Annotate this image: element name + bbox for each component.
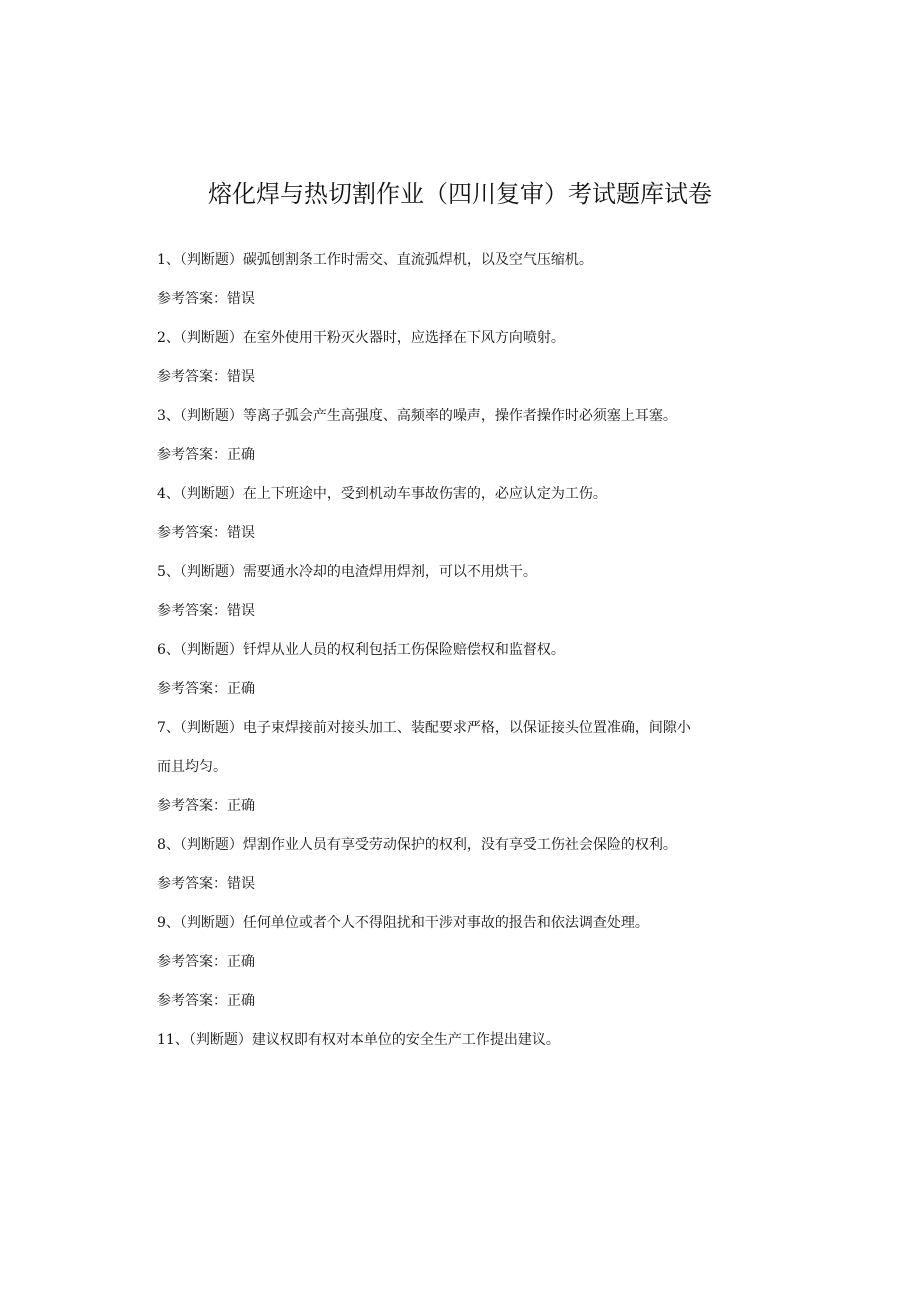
answer-5: 参考答案：错误 — [157, 603, 255, 619]
question-3: 3、（判断题）等离子弧会产生高强度、高频率的噪声，操作者操作时必须塞上耳塞。 — [157, 408, 677, 424]
answer-4: 参考答案：错误 — [157, 525, 255, 541]
question-5: 5、（判断题）需要通水冷却的电渣焊用焊剂，可以不用烘干。 — [157, 564, 537, 580]
question-7-line-1: 7、（判断题）电子束焊接前对接头加工、装配要求严格，以保证接头位置准确，间隙小 — [157, 720, 691, 736]
question-4: 4、（判断题）在上下班途中，受到机动车事故伤害的，必应认定为工伤。 — [157, 486, 607, 502]
answer-10: 参考答案：正确 — [157, 993, 255, 1009]
question-list — [157, 251, 757, 1070]
question-8: 8、（判断题）焊割作业人员有享受劳动保护的权利，没有享受工伤社会保险的权利。 — [157, 837, 677, 853]
answer-2: 参考答案：错误 — [157, 369, 255, 385]
answer-9: 参考答案：正确 — [157, 954, 255, 970]
answer-1: 参考答案：错误 — [157, 291, 255, 307]
question-7-line-2: 而且均匀。 — [157, 759, 227, 775]
question-6: 6、（判断题）钎焊从业人员的权利包括工伤保险赔偿权和监督权。 — [157, 642, 565, 658]
question-2: 2、（判断题）在室外使用干粉灭火器时，应选择在下风方向喷射。 — [157, 330, 565, 346]
question-9: 9、（判断题）任何单位或者个人不得阻扰和干涉对事故的报告和依法调查处理。 — [157, 915, 649, 931]
answer-6: 参考答案：正确 — [157, 681, 255, 697]
answer-3: 参考答案：正确 — [157, 447, 255, 463]
question-1: 1、（判断题）碳弧刨割条工作时需交、直流弧焊机，以及空气压缩机。 — [157, 252, 593, 268]
answer-8: 参考答案：错误 — [157, 876, 255, 892]
question-11: 11、（判断题）建议权即有权对本单位的安全生产工作提出建议。 — [157, 1032, 560, 1048]
document-title: 熔化焊与热切割作业（四川复审）考试题库试卷 — [208, 180, 712, 208]
answer-7: 参考答案：正确 — [157, 798, 255, 814]
